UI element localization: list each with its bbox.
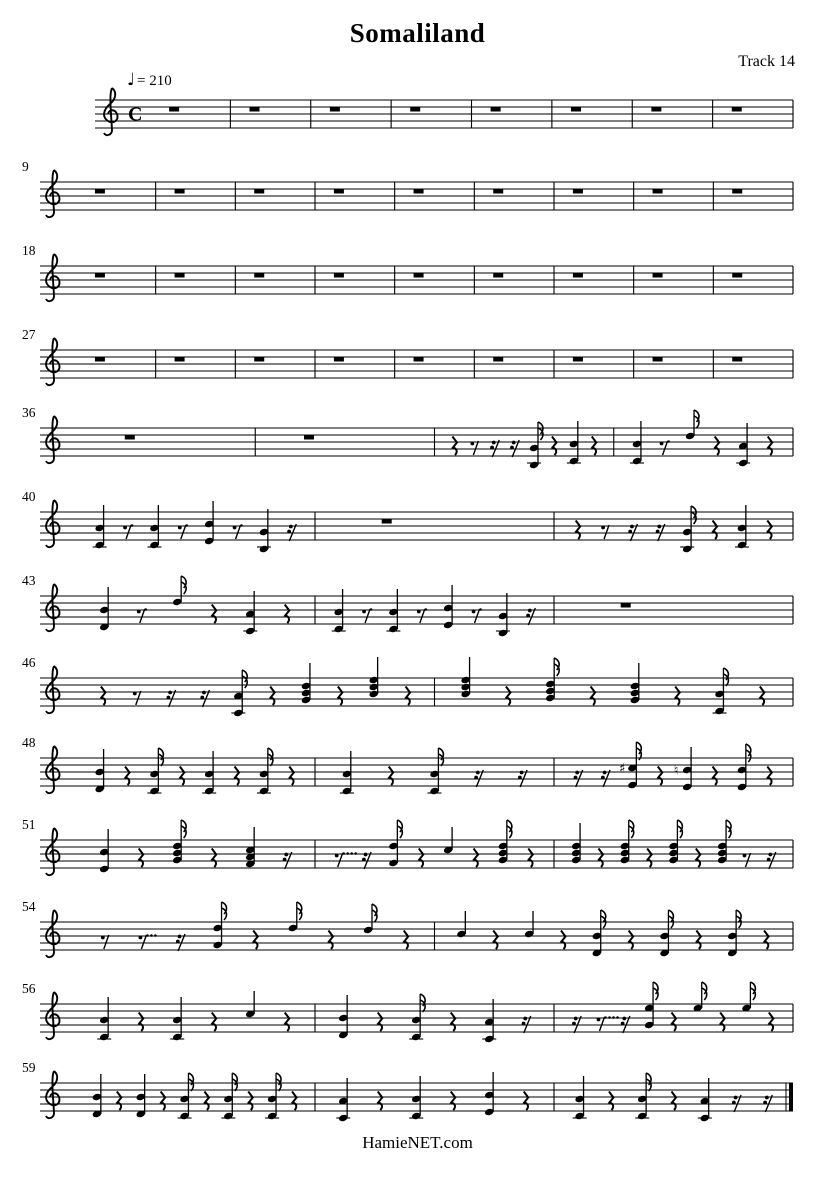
quarter-rest	[713, 521, 718, 540]
sixteenth-note-chord	[545, 658, 559, 702]
quarter-rest	[576, 521, 581, 540]
whole-rest	[330, 108, 340, 112]
whole-rest	[651, 108, 661, 112]
quarter-rest	[248, 1092, 253, 1111]
measure-number: 36	[22, 405, 36, 420]
svg-text:♯: ♯	[618, 761, 626, 777]
quarter-note-chord	[630, 663, 640, 704]
quarter-rest	[493, 931, 498, 950]
quarter-note-chord	[245, 991, 255, 1018]
whole-rest	[175, 358, 185, 362]
quarter-note-chord	[257, 509, 271, 553]
sixteenth-note-chord	[231, 670, 247, 717]
sixteenth-note-chord	[172, 820, 186, 864]
quarter-rest	[285, 605, 290, 624]
sixteenth-note-chord	[685, 410, 699, 440]
measure-number: 27	[22, 327, 36, 342]
whole-rest	[573, 358, 583, 362]
eighth-rest	[470, 441, 478, 455]
whole-rest	[95, 190, 105, 194]
sixteenth-note-chord	[680, 506, 696, 553]
sixteenth-note-chord	[212, 902, 226, 949]
quarter-rest	[658, 767, 663, 786]
quarter-rest	[528, 849, 533, 868]
quarter-note-chord	[484, 1072, 494, 1116]
eighth-rest	[601, 525, 609, 539]
whole-rest	[573, 190, 583, 194]
quarter-note-icon: ♩	[127, 70, 136, 90]
quarter-rest	[552, 437, 557, 456]
quarter-rest	[647, 849, 652, 868]
whole-rest	[732, 358, 742, 362]
quarter-rest	[764, 931, 769, 950]
quarter-rest	[609, 1092, 614, 1111]
whole-rest	[125, 436, 135, 440]
quarter-rest	[720, 1013, 725, 1032]
whole-rest	[175, 190, 185, 194]
sixteenth-note-chord	[693, 982, 707, 1012]
whole-rest	[493, 358, 503, 362]
measure-number: 56	[22, 981, 36, 996]
sixteenth-note-chord	[172, 576, 186, 606]
quarter-note-chord	[736, 423, 750, 467]
quarter-rest	[506, 687, 511, 706]
whole-rest	[254, 358, 264, 362]
quarter-rest	[389, 767, 394, 786]
staff-system-36	[0, 400, 835, 478]
quarter-note-chord	[136, 1074, 146, 1118]
whole-rest	[653, 274, 663, 278]
whole-rest	[254, 274, 264, 278]
whole-rest	[95, 274, 105, 278]
whole-rest	[493, 190, 503, 194]
whole-rest	[653, 190, 663, 194]
final-barline	[789, 1083, 793, 1111]
quarter-rest	[289, 767, 294, 786]
staff-system-46	[0, 650, 835, 728]
staff-system-56	[0, 976, 835, 1054]
staff-system-18	[0, 238, 835, 316]
quarter-note-chord	[336, 1078, 350, 1122]
sixteenth-note-chord	[388, 820, 402, 867]
quarter-rest	[101, 687, 106, 706]
quarter-note-chord	[674, 747, 693, 791]
quarter-rest	[672, 1013, 677, 1032]
quarter-rest	[338, 687, 343, 706]
svg-text:♮: ♮	[673, 763, 679, 779]
quarter-rest	[696, 849, 701, 868]
whole-rest	[491, 108, 501, 112]
quarter-rest	[204, 1092, 209, 1111]
measure-number: 59	[22, 1060, 36, 1075]
quarter-rest	[592, 437, 597, 456]
whole-rest	[382, 520, 392, 524]
quarter-rest	[235, 767, 240, 786]
quarter-rest	[452, 437, 457, 456]
staff-system-51	[0, 812, 835, 890]
staff-system-27	[0, 322, 835, 400]
whole-rest	[414, 274, 424, 278]
quarter-rest	[769, 1013, 774, 1032]
measure-number: 40	[22, 489, 36, 504]
whole-rest	[571, 108, 581, 112]
quarter-rest	[404, 931, 409, 950]
quarter-rest	[292, 1092, 297, 1111]
staff-system-48	[0, 730, 835, 808]
quarter-rest	[524, 1092, 529, 1111]
quarter-rest	[474, 849, 479, 868]
whole-rest	[414, 190, 424, 194]
sixteenth-note-chord	[363, 904, 377, 934]
page-footer: HamieNET.com	[362, 1133, 473, 1152]
quarter-rest	[285, 1013, 290, 1032]
eighth-rest	[101, 935, 109, 949]
quarter-rest	[378, 1092, 383, 1111]
quarter-note-chord	[95, 749, 105, 793]
quarter-note-chord	[92, 1074, 102, 1118]
score-title: Somaliland	[349, 18, 486, 48]
sixteenth-note-chord	[717, 820, 731, 864]
tempo-value: = 210	[137, 73, 172, 89]
sixteenth-note-chord	[737, 744, 751, 791]
quarter-rest	[139, 1013, 144, 1032]
whole-rest	[653, 358, 663, 362]
whole-rest	[732, 190, 742, 194]
sixteenth-note-chord	[741, 982, 755, 1012]
quarter-note-chord	[245, 827, 255, 868]
quarter-note-chord	[301, 663, 311, 704]
quarter-rest	[599, 849, 604, 868]
quarter-rest	[561, 931, 566, 950]
eighth-rest	[133, 691, 141, 705]
quarter-rest	[253, 931, 258, 950]
whole-rest	[732, 108, 742, 112]
staff-system-9	[0, 154, 835, 232]
sixteenth-note-chord	[498, 820, 512, 864]
sixteenth-note-chord	[288, 902, 302, 932]
quarter-note-chord	[443, 585, 453, 629]
measure-number: 9	[22, 159, 29, 174]
quarter-rest	[767, 767, 772, 786]
quarter-rest	[161, 1092, 166, 1111]
whole-rest	[304, 436, 314, 440]
quarter-rest	[760, 687, 765, 706]
staff-system-1	[0, 72, 835, 150]
measure-number: 46	[22, 655, 36, 670]
quarter-rest	[328, 931, 333, 950]
whole-rest	[621, 604, 631, 608]
whole-rest	[254, 190, 264, 194]
quarter-rest	[378, 1013, 383, 1032]
measure-number: 51	[22, 817, 36, 832]
quarter-note-chord	[99, 587, 109, 631]
quarter-note-chord	[443, 827, 453, 854]
quarter-rest	[713, 767, 718, 786]
common-time-signature: C	[128, 103, 143, 126]
measure-number: 54	[22, 899, 36, 914]
quarter-rest	[715, 437, 720, 456]
quarter-rest	[451, 1092, 456, 1111]
staff-system-40	[0, 484, 835, 562]
whole-rest	[414, 358, 424, 362]
quarter-note-chord	[456, 911, 466, 938]
quarter-rest	[406, 687, 411, 706]
whole-rest	[249, 108, 259, 112]
quarter-rest	[419, 849, 424, 868]
quarter-rest	[139, 849, 144, 868]
quarter-rest	[767, 521, 772, 540]
quarter-note-chord	[496, 593, 510, 637]
quarter-rest	[117, 1092, 122, 1111]
quarter-note-chord	[204, 501, 214, 545]
whole-rest	[410, 108, 420, 112]
sixteenth-note-chord	[620, 820, 634, 864]
quarter-rest	[180, 767, 185, 786]
quarter-note-chord	[698, 1078, 712, 1122]
quarter-rest	[270, 687, 275, 706]
quarter-note-chord	[571, 823, 581, 864]
track-label: Track 14	[738, 53, 795, 70]
quarter-note-chord	[524, 911, 534, 938]
quarter-rest	[768, 437, 773, 456]
sixteenth-note-chord	[619, 742, 641, 789]
whole-rest	[334, 358, 344, 362]
quarter-rest	[696, 931, 701, 950]
whole-rest	[732, 274, 742, 278]
sixteenth-note-chord	[668, 820, 682, 864]
staff-system-43	[0, 568, 835, 646]
quarter-rest	[675, 687, 680, 706]
quarter-note-chord	[243, 591, 257, 635]
quarter-note-chord	[338, 995, 348, 1039]
staff-system-54	[0, 894, 835, 972]
whole-rest	[334, 274, 344, 278]
quarter-rest	[125, 767, 130, 786]
eighth-rest	[743, 853, 751, 867]
quarter-note-chord	[99, 829, 109, 873]
whole-rest	[493, 274, 503, 278]
sixteenth-note-chord	[644, 982, 658, 1029]
quarter-rest	[672, 1092, 677, 1111]
measure-number: 48	[22, 735, 36, 750]
whole-rest	[169, 108, 179, 112]
measure-number: 18	[22, 243, 36, 258]
quarter-rest	[629, 931, 634, 950]
whole-rest	[95, 358, 105, 362]
quarter-rest	[451, 1013, 456, 1032]
quarter-rest	[591, 687, 596, 706]
whole-rest	[573, 274, 583, 278]
measure-number: 43	[22, 573, 36, 588]
quarter-rest	[212, 605, 217, 624]
whole-rest	[175, 274, 185, 278]
staff-system-59	[0, 1055, 835, 1133]
quarter-rest	[212, 849, 217, 868]
quarter-note-chord	[482, 999, 496, 1043]
sixteenth-note-chord	[527, 422, 543, 469]
quarter-rest	[212, 1013, 217, 1032]
whole-rest	[334, 190, 344, 194]
